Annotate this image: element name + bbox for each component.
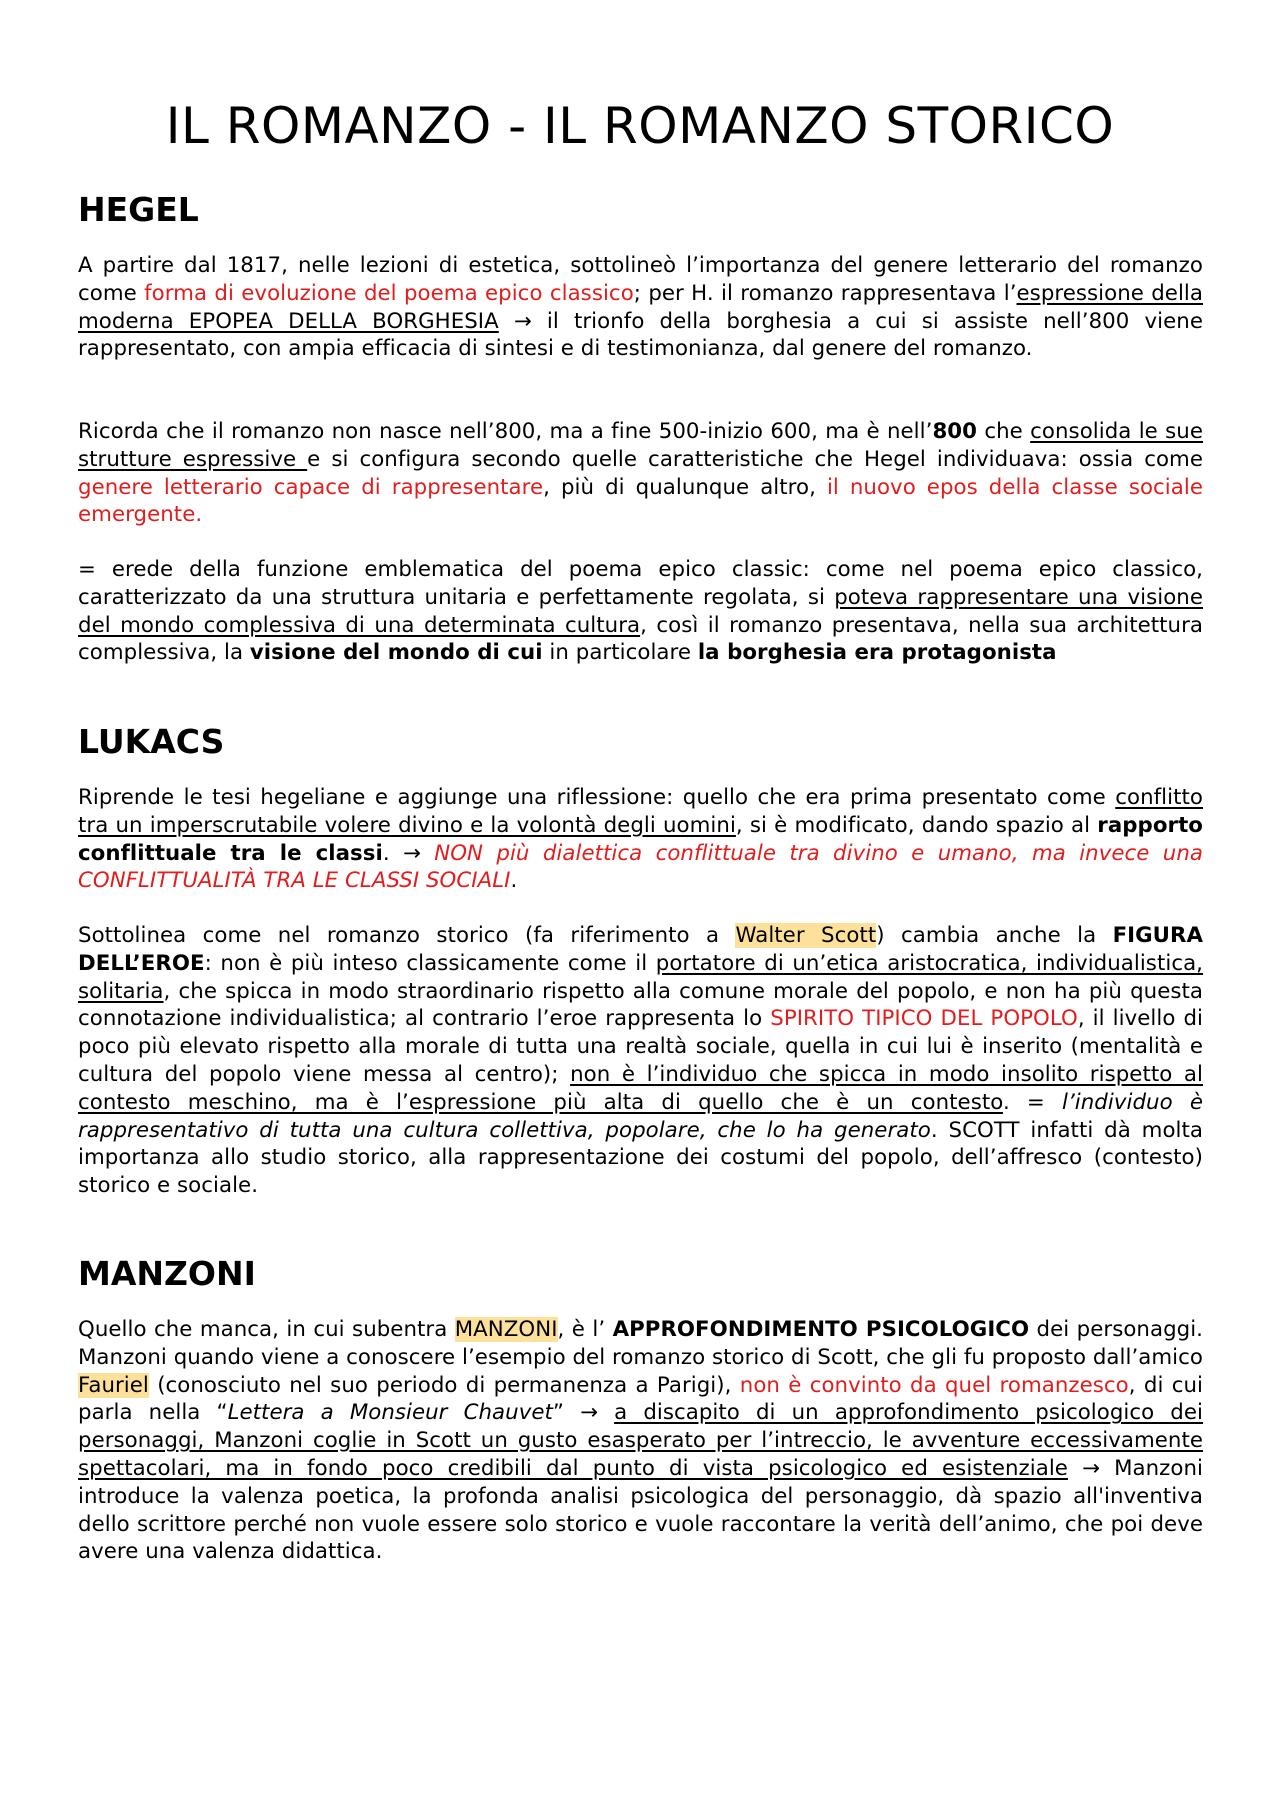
highlight-fauriel: Fauriel [78,1372,149,1398]
heading-hegel: HEGEL [78,190,199,229]
highlight-manzoni: MANZONI [454,1317,558,1342]
hegel-paragraph-2: Ricorda che il romanzo non nasce nell’800, ma a fine 500-inizio 600, ma è nell’800 che consolida le sue strutture espressive e si configura secondo quelle caratteristiche che Hegel individuava: ossia come genere letterario capace di rappresentare, più di qualunque altro, il nuovo epos della classe sociale emergente. [78,419,1203,528]
heading-lukacs: LUKACS [78,722,225,761]
page-title: IL ROMANZO - IL ROMANZO STORICO [165,97,1115,155]
hegel-paragraph-1: A partire dal 1817, nelle lezioni di estetica, sottolineò l’importanza del genere letterario del romanzo come forma di evoluzione del poema epico classico; per H. il romanzo rappresentava l’espressione della moderna EPOPEA DELLA BORGHESIA → il trionfo della borghesia a cui si assiste nell’800 viene rappresentato, con ampia efficacia di sintesi e di testimonianza, dal genere del romanzo. [78,253,1203,362]
lukacs-paragraph-2: Sottolinea come nel romanzo storico (fa riferimento a Walter Scott) cambia anche la FIGURA DELL’EROE: non è più inteso classicamente come il portatore di un’etica aristocratica, individualistica, solitaria, che spicca in modo straordinario rispetto alla comune morale del popolo, e non ha più questa connotazione individualistica; al contrario l’eroe rappresenta lo SPIRITO TIPICO DEL POPOLO, il livello di poco più elevato rispetto alla morale di tutta una realtà sociale, quella in cui lui è inserito (mentalità e cultura del popolo viene messa al centro); non è l’individuo che spicca in modo insolito rispetto al contesto meschino, ma è l’espressione più alta di quello che è un contesto. = l’individuo è rappresentativo di tutta una cultura collettiva, popolare, che lo ha generato. SCOTT infatti dà molta importanza allo studio storico, alla rappresentazione dei costumi del popolo, dell’affresco (contesto) storico e sociale. [78,923,1204,1199]
heading-manzoni: MANZONI [78,1254,256,1293]
manzoni-paragraph-1: Quello che manca, in cui subentra MANZONI, è l’ APPROFONDIMENTO PSICOLOGICO dei personaggi. Manzoni quando viene a conoscere l’esempio del romanzo storico di Scott, che gli fu proposto dall’amico Fauriel (conosciuto nel suo periodo di permanenza a Parigi), non è convinto da quel romanzesco, di cui parla nella “Lettera a Monsieur Chauvet” → a discapito di un approfondimento psicologico dei personaggi, Manzoni coglie in Scott un gusto esasperato per l’intreccio, le avventure eccessivamente spettacolari, ma in fondo poco credibili dal punto di vista psicologico ed esistenziale → Manzoni introduce la valenza poetica, la profonda analisi psicologica del personaggio, dà spazio all'inventiva dello scrittore perché non vuole essere solo storico e vuole raccontare la verità dell’animo, che poi deve avere una valenza didattica. [78,1317,1203,1565]
highlight-walter-scott: Walter Scott [735,923,877,948]
lukacs-paragraph-1: Riprende le tesi hegeliane e aggiunge una riflessione: quello che era prima presentato come conflitto tra un imperscrutabile volere divino e la volontà degli uomini, si è modificato, dando spazio al rapporto conflittuale tra le classi. → NON più dialettica conflittuale tra divino e umano, ma invece una CONFLITTUALITÀ TRA LE CLASSI SOCIALI. [78,785,1203,894]
hegel-paragraph-3: = erede della funzione emblematica del poema epico classic: come nel poema epico classico, caratterizzato da una struttura unitaria e perfettamente regolata, si poteva rappresentare una visione del mondo complessiva di una determinata cultura, così il romanzo presentava, nella sua architettura complessiva, la visione del mondo di cui in particolare la borghesia era protagonista [78,557,1203,666]
